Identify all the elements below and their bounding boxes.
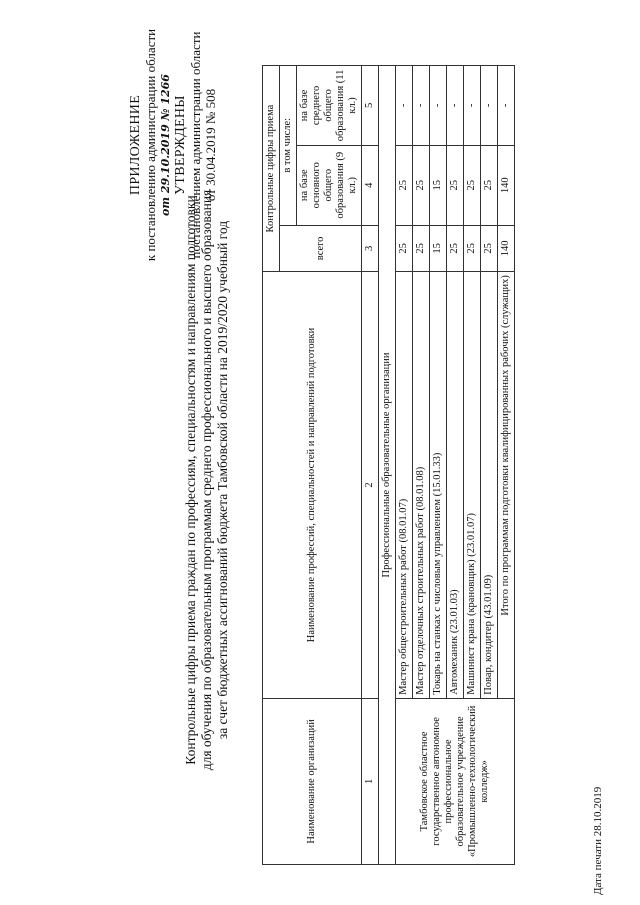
control-figures-table: [262, 65, 515, 865]
program-name: Машинист крана (крановщик) (23.01.07): [464, 272, 481, 699]
subtotal-basic: 140: [498, 145, 515, 225]
header-secondary-education: на базе среднего общего образования (11 кл.): [297, 66, 362, 146]
appendix-resolution-line: к постановлению администрации области: [143, 28, 158, 262]
table-row: [396, 66, 413, 865]
secondary-value: -: [447, 66, 464, 146]
header-organizations: Наименование организаций: [263, 698, 362, 864]
header-total: всего: [280, 225, 362, 272]
title-line-1: Контрольные цифры приема граждан по профессиям, специальностям и направлениям подготовки: [183, 195, 198, 765]
subtotal-total: 140: [498, 225, 515, 272]
basic-value: 25: [396, 145, 413, 225]
secondary-value: -: [413, 66, 430, 146]
section-title: Профессиональные образовательные организации: [379, 66, 396, 865]
secondary-value: -: [430, 66, 447, 146]
column-number-1: 1: [362, 698, 379, 864]
total-value: 25: [396, 225, 413, 272]
subtotal-secondary: -: [498, 66, 515, 146]
total-value: 25: [481, 225, 498, 272]
header-programs: Наименование профессий, специальностей и направлений подготовки: [263, 272, 362, 699]
title-line-3: за счет бюджетных ассигнований бюджета Тамбовской области на 2019/2020 учебный год: [215, 220, 230, 740]
basic-value: 25: [481, 145, 498, 225]
organization-name: Тамбовское областное государственное автономное профессиональное образовательное учреждение «Промышленно-технологический колледж»: [396, 698, 515, 864]
header-control-figures: Контрольные цифры приема: [263, 66, 280, 272]
program-name: Повар, кондитер (43.01.09): [481, 272, 498, 699]
total-value: 25: [447, 225, 464, 272]
program-name: Мастер отделочных строительных работ (08.01.08): [413, 272, 430, 699]
secondary-value: -: [464, 66, 481, 146]
column-number-4: 4: [362, 145, 379, 225]
document-title: [183, 100, 231, 860]
print-date: Дата печати 28.10.2019: [592, 786, 604, 895]
total-value: 25: [464, 225, 481, 272]
appendix-heading: ПРИЛОЖЕНИЕ: [128, 94, 143, 196]
column-number-2: 2: [362, 272, 379, 699]
secondary-value: -: [481, 66, 498, 146]
total-value: 15: [430, 225, 447, 272]
basic-value: 25: [464, 145, 481, 225]
header-basic-education: на базе основного общего образования (9 кл.): [297, 145, 362, 225]
program-name: Мастер общестроительных работ (08.01.07): [396, 272, 413, 699]
column-number-5: 5: [362, 66, 379, 146]
approved-heading: УТВЕРЖДЕНЫ: [173, 95, 188, 195]
title-line-2: для обучения по образовательным программам среднего профессионального и высшего образования: [199, 189, 214, 771]
approved-by-line: постановлением администрации области: [188, 31, 203, 259]
program-name: Автомеханик (23.01.03): [447, 272, 464, 699]
handwritten-date-number: от 29.10.2019 № 1266: [159, 74, 172, 216]
program-name: Токарь на станках с числовым управлением (15.01.33): [430, 272, 447, 699]
header-including: в том числе:: [280, 66, 297, 226]
total-value: 25: [413, 225, 430, 272]
secondary-value: -: [396, 66, 413, 146]
column-number-3: 3: [362, 225, 379, 272]
approved-date-line: от 30.04.2019 № 508: [203, 88, 218, 202]
subtotal-label: Итого по программам подготовки квалифицированных рабочих (служащих): [498, 272, 515, 699]
basic-value: 15: [430, 145, 447, 225]
basic-value: 25: [447, 145, 464, 225]
basic-value: 25: [413, 145, 430, 225]
